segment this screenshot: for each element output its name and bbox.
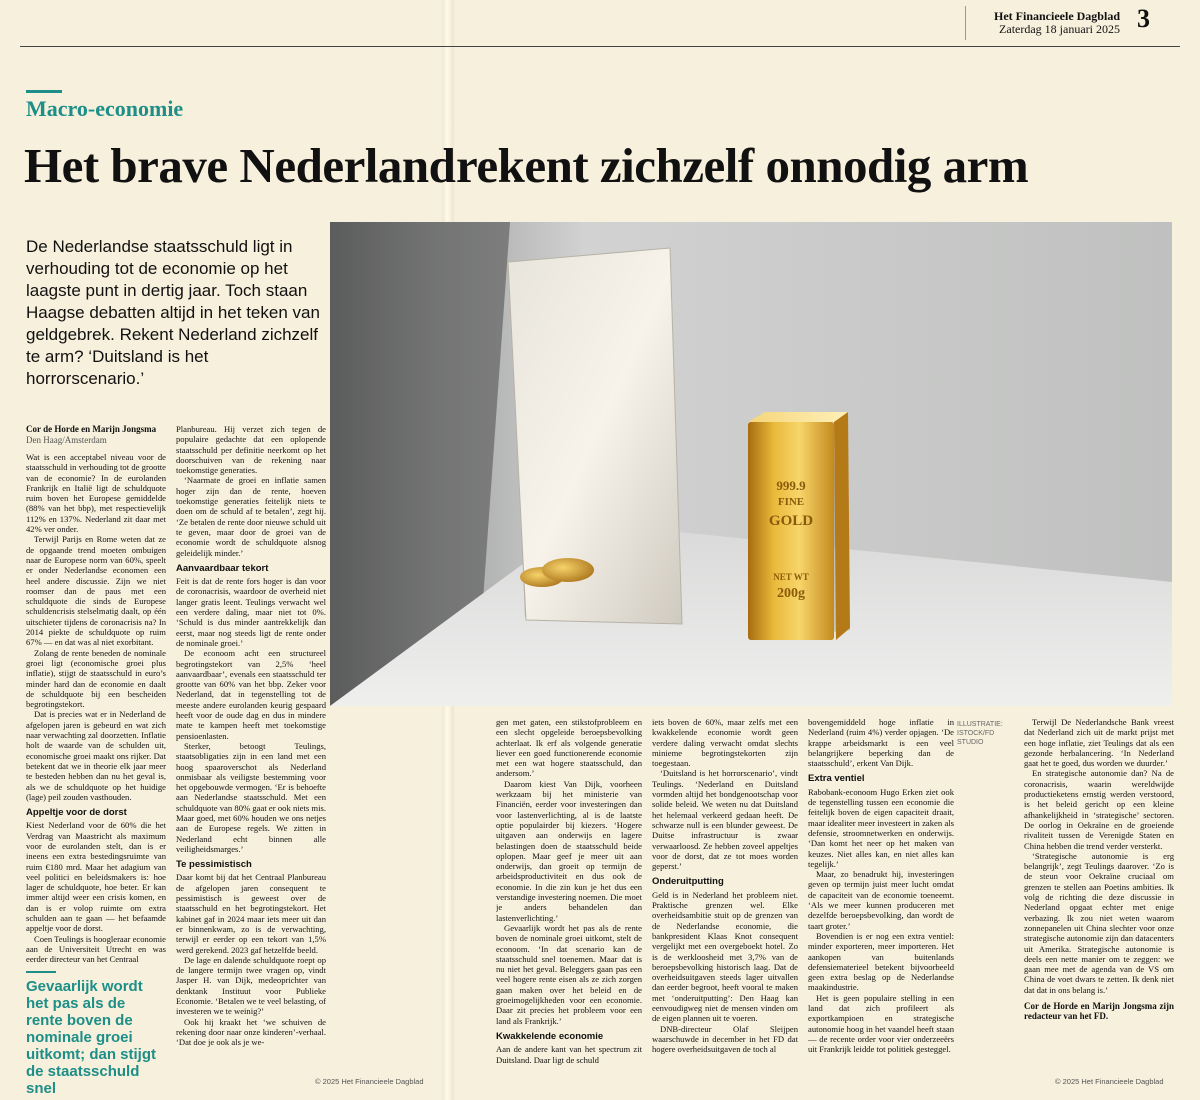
masthead-divider	[965, 6, 966, 40]
col2-p7: De lage en dalende schuldquote roept op de langere termijn twee vragen op, vindt Jasper H. van Dijk, medeoprichter van denktank Instituut voor Publieke Economie. ‘Betalen we te veel belasting, of investeren we te weinig?’	[176, 954, 326, 1017]
bar-line1: 999.9	[776, 478, 806, 493]
kicker-bar	[26, 90, 62, 93]
col3-p3: Gevaarlijk wordt het pas als de rente boven de nominale groei uitkomt, stelt de econoom. ‘In dat scenario kan de staatsschuld snel toenemen. Maar dat is nu niet het geval. Beleggers gaan pas een veel hogere rente eisen als ze zich zorgen gaan maken over het beleid en de groeimogelijkheden voor een economie. Daar zit precies het probleem voor een land als Frankrijk.’	[496, 922, 642, 1026]
col2-subhead-2: Te pessimistisch	[176, 859, 252, 871]
coin-reflection-2	[542, 558, 594, 582]
col1-p5: Kiest Nederland voor de 60% die het Verdrag van Maastricht als maximum voor de eurolanden stelt, dan is er ineens een extra bestedingsruimte van ruim €180 mrd. Maar het adagium van veel politici en beleidsmakers is: hoe lager de schuldquote, hoe beter. Er kan immer altijd weer een crisis komen, en dan is er volop ruimte om extra schulden aan te gaan — het befaamde appeltje voor de dorst.	[26, 820, 166, 934]
col3-p4: Aan de andere kant van het spectrum zit Duitsland. Daar ligt de schuld	[496, 1044, 642, 1065]
bar-line5: 200g	[777, 586, 805, 601]
col1-p4: Dat is precies wat er in Nederland de afgelopen jaren is gebeurd en wat zich naar verwachting zal doorzetten. Inflatie holt de waarde van de schulden uit, economische groei maakt ons rijker. Dat betekent dat we in theorie elk jaar meer te besteden hebben dan nu het geval is, als we de schuldquote op het huidige (lage) peil zouden vasthouden.	[26, 709, 166, 802]
footer-copyright-left: © 2025 Het Financieele Dagblad	[315, 1077, 424, 1086]
col1-p2: Terwijl Parijs en Rome weten dat ze de opgaande trend moeten ombuigen naar de Europese norm van 60%, speelt er onder Nederlandse economen een heel andere discussie. Zijn we niet roomser dan de paus met een schuldquote die sinds de Europese schuldencrisis stelselmatig daalt, op één uitschieter tijdens de coronacrisis na? In 2014 piekte de schuldquote op ruim 67% — en dat was al niet exorbitant.	[26, 534, 166, 648]
column-4	[652, 717, 798, 1067]
author-signature: Cor de Horde en Marijn Jongsma zijn redacteur van het FD.	[1024, 1001, 1174, 1022]
col3-subhead: Kwakkelende economie	[496, 1030, 604, 1042]
gold-bar-top	[748, 412, 848, 422]
col1-p6: Coen Teulings is hoogleraar economie aan de Universiteit Utrecht en was eerder directeur van het Centraal	[26, 933, 166, 964]
col2-p6: Daar komt bij dat het Centraal Planbureau de afgelopen jaren consequent te pessimistisch is geweest over de staatsschuld en het begrotingstekort. Het kabinet gaf in 2024 maar iets meer uit dan er binnenkwam, zo is de verwachting, terwijl er eerder op een tekort van 1,5% werd gerekend. 2023 gaf hetzelfde beeld.	[176, 872, 326, 955]
col3-p1: gen met gaten, een stikstofprobleem en een slecht opgeleide beroepsbevolking achterlaat. Ik erf als volgende generatie liever een goed functionerende economie met een wat hogere staatsschuld, dan andersom.’	[496, 717, 642, 779]
column-3	[496, 717, 642, 1067]
col1-subhead: Appeltje voor de dorst	[26, 807, 127, 819]
bar-line2: FINE	[777, 496, 805, 508]
col5-subhead: Extra ventiel	[808, 773, 865, 785]
headline-right: rekent zichzelf onnodig arm	[456, 138, 1029, 193]
col4-p1: iets boven de 60%, maar zelfs met een kwakkelende economie wordt geen verdere daling verwacht omdat slechts minieme begrotingstekorten zijn toegestaan.	[652, 717, 798, 769]
col5-p3: Maar, zo benadrukt hij, investeringen geven op termijn juist meer lucht omdat de capaciteit van de economie toeneemt. ‘Als we meer kunnen produceren met dezelfde beroepsbevolking, dan wordt de taart groter.’	[808, 869, 954, 931]
column-6	[1024, 717, 1174, 1067]
col4-p4: DNB-directeur Olaf Sleijpen waarschuwde in december in het FD dat hogere overheidsuitgaven de toch al	[652, 1023, 798, 1055]
col1-p3: Zolang de rente beneden de nominale groei ligt (economische groei plus inflatie), stijgt de staatsschuld in euro’s minder hard dan de economie en daalt de schuldquote bij een bescheiden begrotingstekort.	[26, 647, 166, 710]
col4-p2: ‘Duitsland is het horrorscenario’, vindt Teulings. ‘Nederland en Duitsland vormden altijd het bondgenootschap voor solide beleid. We weten nu dat Duitsland het helemaal verkeerd gedaan heeft. De schwarze null is een blunder geweest. De Duitse infrastructuur is zwaar verwaarloosd. Ze hebben zoveel appeltjes voor de dorst, dat ze tot moes worden geperst.’	[652, 768, 798, 872]
masthead-date: Zaterdag 18 januari 2025	[999, 22, 1120, 36]
pullquote: Gevaarlijk wordt het pas als de rente boven de nominale groei uitkomt; dan stijgt de staatsschuld snel	[26, 978, 156, 1097]
byline-authors: Cor de Horde en Marijn Jongsma	[26, 424, 157, 434]
masthead	[980, 10, 1120, 36]
col2-p4: De econoom acht een structureel begrotingstekort van 2,5% ‘heel aanvaardbaar’, evenals een staatsschuld ter grootte van 60% van het bbp. Zeker voor Nederland, dat in tegenstelling tot de meeste andere eurolanden keurig gespaard heeft voor de oude dag en dus in mindere mate te kampen heeft met toekomstige pensioenlasten.	[176, 648, 326, 741]
col2-p1: Planbureau. Hij verzet zich tegen de populaire gedachte dat een oplopende staatsschuld per definitie neerkomt op het doorschuiven van de rekening naar toekomstige generaties.	[176, 424, 326, 476]
column-2	[176, 424, 326, 1064]
gold-bar	[748, 422, 834, 640]
mirror	[508, 248, 682, 624]
header-rule	[20, 46, 1180, 47]
footer-copyright-right: © 2025 Het Financieele Dagblad	[1055, 1077, 1164, 1086]
column-1	[26, 424, 166, 964]
masthead-paper: Het Financieele Dagblad	[994, 9, 1120, 23]
col3-p2: Daarom kiest Van Dijk, voorheen werkzaam bij het ministerie van Financiën, eerder voor investeringen dan voor lastenverlichting, al is de laatste optie populairder bij kiezers. ‘Hogere uitgaven aan onderwijs en lagere belastingen doen de staatsschuld beide oplopen. Maar geef je meer uit aan onderwijs, dan groeit op termijn de arbeidsproductiviteit en dus ook de economie. In die zin kun je het dus een verstandige investering noemen. Die moet je anders behandelen dan lastenverlichting.’	[496, 778, 642, 923]
gold-bar-mirror-photo	[330, 222, 1172, 706]
col5-p1: bovengemiddeld hoge inflatie in Nederland (ruim 4%) verder opjagen. ‘De krappe arbeidsmarkt is een veel belangrijkere beperking dan de staatsschuld’, erkent Van Dijk.	[808, 717, 954, 769]
byline-place: Den Haag/Amsterdam	[26, 435, 107, 445]
col4-subhead: Onderuitputting	[652, 876, 724, 888]
bar-line3: GOLD	[768, 513, 814, 529]
headline-left: Het brave Nederland	[24, 138, 456, 193]
col2-p5: Sterker, betoogt Teulings, staatsobligaties zijn in een land met een hoog spaaroverschot als Nederland onmisbaar als veiligste bestemming voor het opgebouwde vermogen. ‘Er is behoefte aan Nederlandse staatsschuld. Met een schuldquote van 80% gaat er ook niets mis. Maar goed, met 60% houden we ons netjes aan de Europese regels. We zitten in Nederland echt binnen alle veiligheidsmarges.’	[176, 740, 326, 854]
col2-p8: Ook hij kraakt het ‘we schuiven de rekening door naar onze kinderen’-verhaal. ‘Dat doe je ook als je we-	[176, 1016, 326, 1048]
bar-line4: NET WT	[773, 572, 809, 582]
col6-p2: En strategische autonomie dan? Na de coronacrisis, waarin wereldwijde productieketens ernstig werden verstoord, is het beleid gericht op een kleine afhankelijkheid in ‘strategische’ sectoren. De oorlog in Oekraïne en de groeiende rivaliteit tussen de Verenigde Staten en China hebben die trend verder versterkt.	[1024, 768, 1174, 851]
photo-credit: ILLUSTRATIE: ISTOCK/FD STUDIO	[957, 721, 1003, 746]
col6-p1: Terwijl De Nederlandsche Bank vreest dat Nederland zich uit de markt prijst met een hoge inflatie, ziet Teulings dat als een gezonde herbalancering. ‘In Nederland gaat het te goed, dus worden we duurder.’	[1024, 717, 1174, 769]
col6-p3: ‘Strategische autonomie is erg belangrijk’, zegt Teulings daarover. ‘Zo is de steun voor Oekraïne cruciaal om grenzen te stellen aan Poetins ambities. Ik volg de richting die deze discussie in Nederland opgaat echter met enige verbazing. Ik zou niet weten waarom zonnepanelen uit China slechter voor onze strategische autonomie zijn dan datacenters uit Amerika. Strategische autonomie is deels een nette manier om te zeggen: we gaan mee met de agenda van de VS om China de voet dwars te zetten. Ik denk niet dat dat in ons belang is.’	[1024, 850, 1174, 995]
col1-p1: Wat is een acceptabel niveau voor de staatsschuld in verhouding tot de grootte van de economie? In de eurolanden Frankrijk en Italië ligt de schuldquote ruim boven het Europese gemiddelde (88% van het bbp), met respectievelijk 112% en 137%. Nederland zit daar met 42% ver onder.	[26, 452, 166, 535]
pullquote-bar	[26, 971, 56, 973]
col5-p5: Het is geen populaire stelling in een land dat zich profileert als exportkampioen en strategische autonomie hoog in het vaandel heeft staan — de recente order voor vier onderzeeërs uit Frankrijk leidde tot politiek gesteggel.	[808, 992, 954, 1055]
col5-p4: Bovendien is er nog een extra ventiel: minder exporteren, meer importeren. Het aankopen van buitenlands defensiematerieel betekent bijvoorbeeld geen extra beslag op de Nederlandse maakindustrie.	[808, 930, 954, 993]
gold-bar-side	[834, 412, 850, 640]
intro-lede: De Nederlandse staatsschuld ligt in verhouding tot de economie op het laagste punt in dertig jaar. Toch staan Haagse debatten altijd in het teken van geldgebrek. Rekent Nederland zichzelf te arm? ‘Duitsland is het horrorscenario.’	[26, 237, 320, 388]
col2-p3: Feit is dat de rente fors hoger is dan voor de coronacrisis, waardoor de overheid niet langer gratis leent. Teulings verwacht wel een verdere daling, maar niet tot 0%. ‘Schuld is dus minder aantrekkelijk dan eerst, maar nog steeds ligt de rente onder de nominale groei.’	[176, 576, 326, 648]
page-number: 3	[1137, 4, 1150, 33]
col2-subhead-1: Aanvaardbaar tekort	[176, 562, 269, 574]
col5-p2: Rabobank-econoom Hugo Erken ziet ook de tegenstelling tussen een economie die feitelijk boven de eigen capaciteit draait, maar idealiter meer investeert in zaken als defensie, stroomnetwerken en onderwijs. ‘Dan komt het neer op het maken van keuzes. Niet alles kan, en niet alles kan tegelijk.’	[808, 786, 954, 869]
col4-p3: Geld is in Nederland het probleem niet. Praktische grenzen wel. Elke overheidsambitie stuit op de grenzen van de Nederlandse economie, die bankpresident Klaas Knot consequent vergelijkt met een overgeboekt hotel. Zo is de werkloosheid met 3,7% van de beroepsbevolking historisch laag. Dat de overheidsuitgaven steeds lager uitvallen dan eerder begroot, heeft vooral te maken met ‘onderuitputting’: Den Haag kan eenvoudigweg niet de mensen vinden om de eigen plannen uit te voeren.	[652, 889, 798, 1024]
column-5	[808, 717, 954, 1067]
col2-p2: ‘Naarmate de groei en inflatie samen hoger zijn dan de rente, hoeven toekomstige generaties feitelijk niets te doen om de schuld af te betalen’, zegt hij. ‘Ze betalen de rente door nieuwe schuld uit te geven, maar door de groei van de economie wordt de schuldquote alsnog geleidelijk minder.’	[176, 475, 326, 558]
photo-illustration	[330, 222, 1172, 706]
section-kicker: Macro-economie	[26, 96, 184, 121]
